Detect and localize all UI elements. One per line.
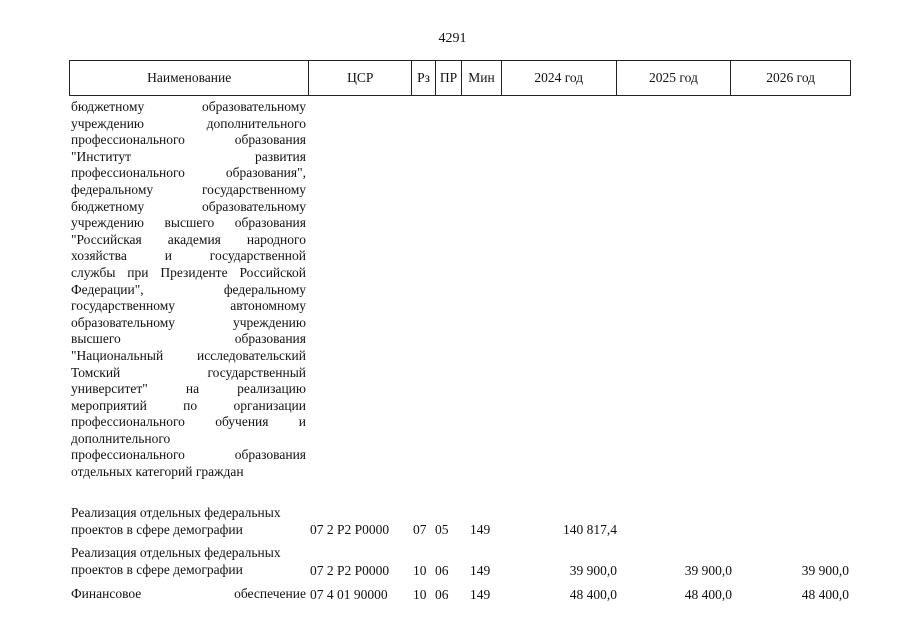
name-line: "Национальный исследовательский [71, 347, 306, 363]
name-line: профессионального образования", [71, 165, 306, 181]
header-pr: ПР [436, 61, 462, 95]
name-line: хозяйства и государственной [71, 248, 306, 264]
row-min: 149 [470, 587, 491, 602]
name-line: Реализация отдельных федеральных [71, 505, 281, 520]
page-number: 4291 [438, 31, 467, 46]
name-line: государственному автономному [71, 298, 306, 314]
name-line: бюджетному образовательному [71, 99, 306, 114]
table-row [0, 586, 905, 603]
name-line: бюджетному образовательному [71, 198, 306, 214]
table-header [69, 60, 851, 96]
row-csr: 07 2 Р2 Р0000 [310, 522, 390, 537]
name-line: "Институт развития [71, 148, 306, 164]
header-min: Мин [462, 61, 502, 95]
header-name: Наименование [70, 61, 309, 95]
table-row [0, 521, 905, 538]
row-year-2026: 48 400,0 [801, 587, 849, 602]
row-year-2026: 39 900,0 [801, 563, 849, 578]
row-rz: 10 [413, 563, 427, 578]
row-min: 149 [470, 522, 491, 537]
row-year-2025: 39 900,0 [684, 563, 732, 578]
name-line: проектов в сфере демографии [71, 521, 243, 537]
row-year-2024: 48 400,0 [569, 587, 617, 602]
name-line: университет" на реализацию [71, 381, 306, 397]
header-year-2025: 2025 год [617, 61, 732, 95]
name-line: дополнительного [71, 430, 171, 446]
row-csr: 07 4 01 90000 [310, 587, 388, 602]
row-rz: 07 [413, 522, 427, 537]
header-year-2026: 2026 год [766, 70, 816, 85]
name-line: учреждению высшего образования [71, 215, 306, 231]
name-line: отдельных категорий граждан [71, 464, 244, 480]
name-line: Федерации", федеральному [71, 281, 306, 297]
name-line: высшего образования [71, 331, 306, 347]
header-rz: Рз [412, 61, 436, 95]
name-line: Финансовое обеспечение [71, 586, 306, 601]
name-line: федеральному государственному [71, 181, 306, 197]
name-line: проектов в сфере демографии [71, 561, 243, 577]
row-year-2025: 48 400,0 [684, 587, 732, 602]
name-line: службы при Президенте Российской [71, 264, 306, 280]
continued-row-name [71, 99, 306, 481]
row-year-2024: 39 900,0 [569, 563, 617, 578]
table-row [0, 562, 905, 579]
row-year-2024: 140 817,4 [563, 522, 617, 537]
row-csr: 07 2 Р2 Р0000 [310, 563, 390, 578]
row-pr: 06 [435, 563, 449, 578]
name-line: профессионального образования [71, 447, 306, 463]
name-line: Реализация отдельных федеральных [71, 545, 281, 560]
row-pr: 06 [435, 587, 449, 602]
header-year-2024: 2024 год [502, 61, 617, 95]
row-rz: 10 [413, 587, 427, 602]
name-line: профессионального обучения и [71, 414, 306, 430]
row-min: 149 [470, 563, 491, 578]
name-line: учреждению дополнительного [71, 115, 306, 131]
name-line: Томский государственный [71, 364, 306, 380]
name-line: "Российская академия народного [71, 231, 306, 247]
name-line: профессионального образования [71, 132, 306, 148]
name-line: мероприятий по организации [71, 397, 306, 413]
header-csr: ЦСР [309, 61, 412, 95]
row-pr: 05 [435, 522, 449, 537]
name-line: образовательному учреждению [71, 314, 306, 330]
